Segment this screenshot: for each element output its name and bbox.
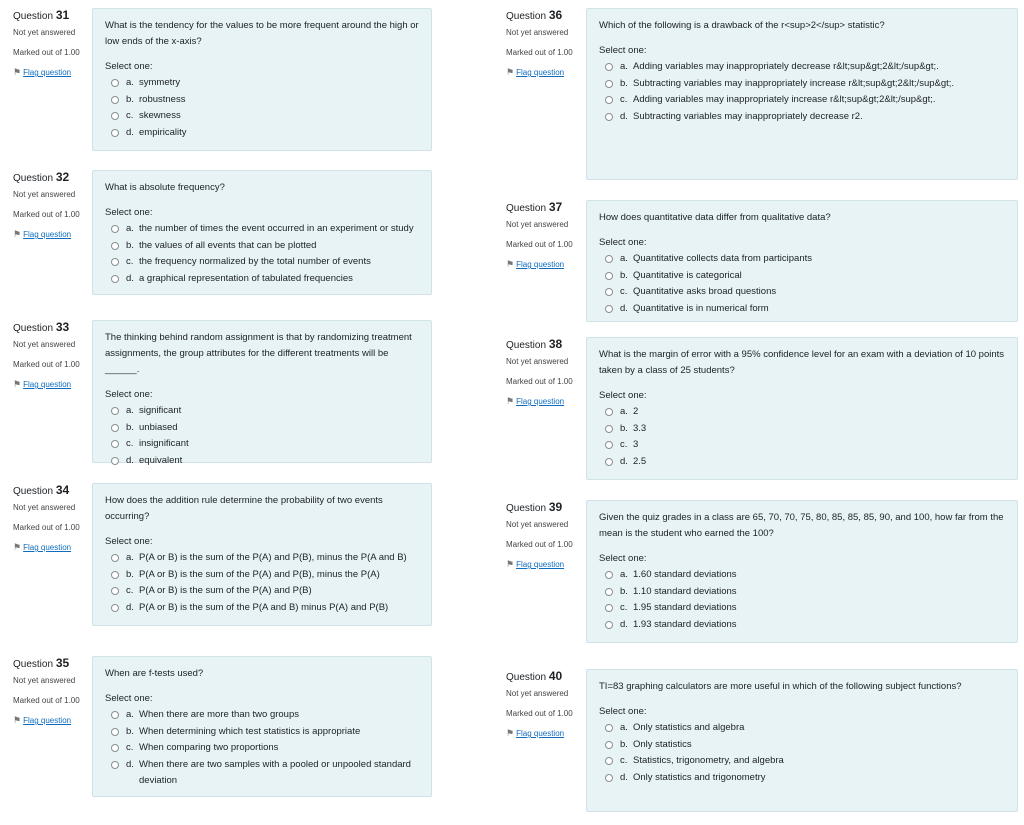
option-text: significant (139, 405, 182, 416)
flag-label: Flag question (516, 729, 565, 738)
question-state: Not yet answered (13, 676, 76, 685)
radio-button[interactable] (111, 744, 119, 752)
answer-option-a[interactable] (599, 720, 1005, 737)
question-state: Not yet answered (13, 340, 76, 349)
option-text: P(A or B) is the sum of the P(A and B) minus P(A) and P(B) (139, 601, 389, 613)
answer-option-c[interactable] (599, 284, 1005, 301)
select-one-label: Select one: (105, 61, 153, 72)
radio-button[interactable] (111, 407, 119, 415)
option-letter: b. (126, 93, 134, 105)
option-letter: a. (620, 406, 628, 417)
option-text: Quantitative collects data from participants (633, 253, 813, 264)
question-content (92, 483, 432, 626)
option-text: Only statistics and algebra (633, 722, 745, 733)
question-info (506, 8, 586, 78)
flag-label: Flag question (516, 68, 565, 77)
answer-option-a[interactable] (599, 404, 1005, 421)
radio-button[interactable] (111, 457, 119, 465)
option-letter: a. (620, 61, 628, 72)
option-text: 3 (633, 439, 639, 450)
option-letter: a. (620, 722, 628, 733)
answer-option-b[interactable] (599, 268, 1005, 285)
answer-option-b[interactable] (599, 737, 1005, 754)
option-text: Quantitative is in numerical form (633, 302, 769, 314)
option-letter: a. (126, 552, 134, 563)
option-text: 2 (633, 406, 639, 417)
option-text: When there are more than two groups (139, 709, 300, 720)
answer-option-d[interactable] (599, 301, 1005, 318)
flag-question-link[interactable] (506, 67, 586, 78)
answer-option-d[interactable] (105, 600, 419, 617)
question-number (13, 483, 93, 499)
answer-option-a[interactable] (105, 221, 419, 238)
flag-question-link[interactable] (506, 396, 586, 407)
question-prefix: Question (506, 503, 547, 514)
question-text: When are f-tests used? (105, 668, 204, 679)
answer-option-b[interactable] (599, 76, 1005, 93)
radio-button[interactable] (605, 96, 613, 104)
option-text: symmetry (139, 77, 181, 88)
answer-option-c[interactable] (599, 753, 1005, 770)
flag-icon: ⚑ (13, 715, 22, 725)
question-content (92, 656, 432, 797)
option-text: 1.60 standard deviations (633, 569, 737, 580)
question-content (586, 337, 1018, 480)
flag-icon: ⚑ (13, 67, 22, 77)
option-letter: a. (620, 253, 628, 264)
option-text: a graphical representation of tabulated frequencies (139, 272, 353, 284)
radio-button[interactable] (605, 588, 613, 596)
answer-option-d[interactable] (599, 770, 1005, 787)
radio-button[interactable] (111, 129, 119, 137)
option-text: 3.3 (633, 422, 647, 434)
option-letter: a. (126, 709, 134, 720)
answer-option-d[interactable] (599, 617, 1005, 634)
question-state: Not yet answered (13, 503, 76, 512)
question-number (13, 320, 93, 336)
question-info (506, 500, 586, 570)
question-info (506, 200, 586, 270)
option-text: Statistics, trigonometry, and algebra (633, 755, 784, 766)
option-text: When there are two samples with a pooled or unpooled standard deviation (139, 758, 411, 786)
radio-button[interactable] (605, 441, 613, 449)
select-one-label: Select one: (599, 390, 647, 401)
option-text: P(A or B) is the sum of the P(A) and P(B), minus the P(A and B) (139, 552, 407, 563)
option-text: unbiased (139, 421, 178, 433)
flag-label: Flag question (516, 397, 565, 406)
option-letter: c. (620, 286, 628, 297)
flag-question-link[interactable] (13, 542, 93, 553)
answer-option-a[interactable] (599, 251, 1005, 268)
question-number-value: 34 (55, 483, 70, 497)
question-prefix: Question (13, 173, 54, 184)
option-letter: c. (126, 110, 134, 121)
option-letter: c. (126, 742, 134, 753)
flag-label: Flag question (23, 543, 72, 552)
flag-question-link[interactable] (13, 715, 93, 726)
question-grade: Marked out of 1.00 (506, 709, 573, 718)
radio-button[interactable] (605, 571, 613, 579)
question-number (506, 200, 586, 216)
answer-option-c[interactable] (105, 108, 419, 125)
select-one-label: Select one: (105, 207, 153, 218)
select-one-label: Select one: (105, 693, 153, 704)
radio-button[interactable] (605, 305, 613, 313)
question-content (92, 320, 432, 466)
answer-option-a[interactable] (105, 550, 419, 567)
select-one-label: Select one: (105, 536, 153, 547)
answer-option-a[interactable] (105, 403, 419, 420)
radio-button[interactable] (605, 458, 613, 466)
flag-icon: ⚑ (13, 542, 22, 552)
option-letter: d. (126, 454, 134, 466)
question-number-value: 35 (55, 656, 70, 670)
option-text: 2.5 (633, 455, 647, 467)
option-letter: d. (126, 272, 134, 284)
option-letter: b. (126, 568, 134, 580)
radio-button[interactable] (111, 604, 119, 612)
option-text: empiricality (139, 126, 187, 138)
radio-button[interactable] (111, 96, 119, 104)
radio-button[interactable] (605, 255, 613, 263)
question-content (92, 170, 432, 295)
question-grade: Marked out of 1.00 (506, 240, 573, 249)
question-text: What is the margin of error with a 95% confidence level for an exam with a deviation of 10 points taken by a class of 25 students? (599, 349, 1005, 376)
question-prefix: Question (506, 340, 547, 351)
answer-option-c[interactable] (599, 600, 1005, 617)
flag-question-link[interactable] (506, 259, 586, 270)
option-letter: a. (620, 569, 628, 580)
select-one-label: Select one: (599, 45, 647, 56)
radio-button[interactable] (111, 728, 119, 736)
radio-button[interactable] (111, 112, 119, 120)
option-text: 1.93 standard deviations (633, 618, 737, 630)
answer-option-b[interactable] (105, 92, 419, 109)
option-letter: c. (620, 94, 628, 105)
option-letter: d. (620, 110, 628, 122)
option-letter: d. (620, 302, 628, 314)
answer-option-d[interactable] (105, 757, 419, 790)
question-number-value: 38 (548, 337, 563, 351)
answer-option-b[interactable] (105, 420, 419, 437)
radio-button[interactable] (111, 275, 119, 283)
radio-button[interactable] (111, 424, 119, 432)
select-one-label: Select one: (105, 389, 153, 400)
flag-question-link[interactable] (13, 67, 93, 78)
option-text: 1.95 standard deviations (633, 602, 737, 613)
option-text: P(A or B) is the sum of the P(A) and P(B), minus the P(A) (139, 568, 380, 580)
question-info (13, 320, 93, 390)
option-letter: b. (620, 77, 628, 89)
flag-question-link[interactable] (13, 229, 93, 240)
radio-button[interactable] (111, 711, 119, 719)
radio-button[interactable] (111, 571, 119, 579)
question-prefix: Question (13, 11, 54, 22)
question-text: TI=83 graphing calculators are more useful in which of the following subject functions? (599, 681, 962, 692)
option-text: Adding variables may inappropriately decrease r&lt;sup&gt;2&lt;/sup&gt;. (633, 61, 939, 72)
option-letter: d. (620, 618, 628, 630)
answer-option-a[interactable] (599, 567, 1005, 584)
question-text: Given the quiz grades in a class are 65, 70, 70, 75, 80, 85, 85, 85, 90, and 100, how far from the mean is the student who earned the 100? (599, 512, 1004, 539)
option-text: skewness (139, 110, 181, 121)
question-number-value: 39 (548, 500, 563, 514)
option-letter: b. (620, 585, 628, 597)
option-letter: b. (620, 738, 628, 750)
radio-button[interactable] (605, 724, 613, 732)
question-text: What is the tendency for the values to be more frequent around the high or low ends of the x-axis? (105, 20, 419, 47)
option-letter: d. (620, 455, 628, 467)
question-content (586, 8, 1018, 180)
option-text: When comparing two proportions (139, 742, 279, 753)
radio-button[interactable] (605, 113, 613, 121)
flag-label: Flag question (23, 716, 72, 725)
option-letter: a. (126, 77, 134, 88)
answer-option-a[interactable] (105, 75, 419, 92)
answer-option-b[interactable] (105, 724, 419, 741)
flag-label: Flag question (23, 68, 72, 77)
answer-option-a[interactable] (599, 59, 1005, 76)
radio-button[interactable] (605, 757, 613, 765)
question-text: The thinking behind random assignment is that by randomizing treatment assignments, the group attributes for the different treatments will be ______. (105, 332, 412, 375)
flag-icon: ⚑ (506, 559, 515, 569)
radio-button[interactable] (605, 425, 613, 433)
option-text: Adding variables may inappropriately increase r&lt;sup&gt;2&lt;/sup&gt;. (633, 94, 936, 105)
option-letter: b. (126, 725, 134, 737)
answer-option-c[interactable] (105, 583, 419, 600)
radio-button[interactable] (605, 604, 613, 612)
answer-option-d[interactable] (599, 454, 1005, 471)
radio-button[interactable] (605, 621, 613, 629)
flag-icon: ⚑ (13, 379, 22, 389)
option-letter: c. (126, 585, 134, 596)
question-content (92, 8, 432, 151)
select-one-label: Select one: (599, 237, 647, 248)
radio-button[interactable] (605, 272, 613, 280)
question-prefix: Question (13, 486, 54, 497)
question-number (13, 8, 93, 24)
question-state: Not yet answered (13, 190, 76, 199)
answer-option-c[interactable] (105, 436, 419, 453)
question-info (506, 337, 586, 407)
option-text: When determining which test statistics is appropriate (139, 725, 361, 737)
question-text: Which of the following is a drawback of the r<sup>2</sup> statistic? (599, 20, 885, 31)
answer-option-b[interactable] (599, 584, 1005, 601)
option-text: the values of all events that can be plotted (139, 239, 317, 251)
question-state: Not yet answered (506, 220, 569, 229)
answer-option-a[interactable] (105, 707, 419, 724)
question-prefix: Question (13, 323, 54, 334)
flag-icon: ⚑ (13, 229, 22, 239)
flag-label: Flag question (23, 230, 72, 239)
question-grade: Marked out of 1.00 (506, 48, 573, 57)
radio-button[interactable] (111, 225, 119, 233)
question-info (13, 170, 93, 240)
question-number-value: 40 (548, 669, 563, 683)
option-letter: c. (620, 602, 628, 613)
flag-icon: ⚑ (506, 728, 515, 738)
option-letter: c. (126, 438, 134, 449)
radio-button[interactable] (605, 63, 613, 71)
answer-option-d[interactable] (105, 125, 419, 142)
question-info (506, 669, 586, 739)
radio-button[interactable] (605, 288, 613, 296)
flag-label: Flag question (516, 260, 565, 269)
option-letter: d. (620, 771, 628, 783)
answer-option-d[interactable] (105, 453, 419, 470)
question-grade: Marked out of 1.00 (13, 210, 80, 219)
question-number (13, 656, 93, 672)
question-number-value: 37 (548, 200, 563, 214)
question-number (506, 500, 586, 516)
option-letter: c. (620, 439, 628, 450)
flag-question-link[interactable] (13, 379, 93, 390)
option-text: equivalent (139, 454, 183, 466)
option-text: insignificant (139, 438, 189, 449)
option-letter: a. (126, 223, 134, 234)
select-one-label: Select one: (599, 553, 647, 564)
radio-button[interactable] (605, 774, 613, 782)
flag-icon: ⚑ (506, 259, 515, 269)
question-state: Not yet answered (506, 689, 569, 698)
option-text: Quantitative asks broad questions (633, 286, 777, 297)
radio-button[interactable] (111, 554, 119, 562)
option-letter: b. (126, 239, 134, 251)
question-number-value: 36 (548, 8, 563, 22)
option-text: the frequency normalized by the total number of events (139, 256, 371, 267)
option-text: Quantitative is categorical (633, 269, 742, 281)
flag-question-link[interactable] (506, 559, 586, 570)
answer-option-b[interactable] (105, 238, 419, 255)
question-state: Not yet answered (13, 28, 76, 37)
radio-button[interactable] (111, 587, 119, 595)
option-text: P(A or B) is the sum of the P(A) and P(B) (139, 585, 312, 596)
answer-option-c[interactable] (105, 254, 419, 271)
question-number-value: 31 (55, 8, 70, 22)
option-letter: b. (620, 422, 628, 434)
question-grade: Marked out of 1.00 (13, 696, 80, 705)
flag-label: Flag question (23, 380, 72, 389)
option-text: robustness (139, 93, 186, 105)
radio-button[interactable] (111, 242, 119, 250)
question-grade: Marked out of 1.00 (13, 48, 80, 57)
question-text: How does the addition rule determine the probability of two events occurring? (105, 495, 383, 522)
option-text: Subtracting variables may inappropriately increase r&lt;sup&gt;2&lt;/sup&gt;. (633, 77, 955, 89)
answer-option-c[interactable] (599, 92, 1005, 109)
question-state: Not yet answered (506, 28, 569, 37)
question-content (586, 669, 1018, 812)
option-letter: c. (620, 755, 628, 766)
flag-question-link[interactable] (506, 728, 586, 739)
option-letter: d. (126, 126, 134, 138)
question-prefix: Question (506, 11, 547, 22)
question-grade: Marked out of 1.00 (13, 360, 80, 369)
question-state: Not yet answered (506, 357, 569, 366)
option-text: Only statistics (633, 738, 692, 750)
radio-button[interactable] (111, 440, 119, 448)
question-grade: Marked out of 1.00 (506, 540, 573, 549)
question-number (13, 170, 93, 186)
option-letter: d. (126, 601, 134, 613)
option-text: Subtracting variables may inappropriately decrease r2. (633, 110, 863, 122)
question-number (506, 337, 586, 353)
radio-button[interactable] (605, 408, 613, 416)
question-text: What is absolute frequency? (105, 182, 225, 193)
answer-option-d[interactable] (105, 271, 419, 288)
answer-option-c[interactable] (599, 437, 1005, 454)
question-text: How does quantitative data differ from qualitative data? (599, 212, 831, 223)
question-number (506, 8, 586, 24)
option-text: the number of times the event occurred in an experiment or study (139, 223, 414, 234)
radio-button[interactable] (605, 80, 613, 88)
select-one-label: Select one: (599, 706, 647, 717)
option-text: 1.10 standard deviations (633, 585, 737, 597)
radio-button[interactable] (111, 761, 119, 769)
question-number-value: 32 (55, 170, 70, 184)
flag-icon: ⚑ (506, 396, 515, 406)
option-letter: b. (620, 269, 628, 281)
question-prefix: Question (13, 659, 54, 670)
radio-button[interactable] (111, 79, 119, 87)
option-letter: a. (126, 405, 134, 416)
question-prefix: Question (506, 672, 547, 683)
question-info (13, 483, 93, 553)
answer-option-b[interactable] (599, 421, 1005, 438)
radio-button[interactable] (605, 741, 613, 749)
question-state: Not yet answered (506, 520, 569, 529)
option-text: Only statistics and trigonometry (633, 771, 766, 783)
question-info (13, 656, 93, 726)
flag-icon: ⚑ (506, 67, 515, 77)
answer-option-d[interactable] (599, 109, 1005, 126)
option-letter: b. (126, 421, 134, 433)
option-letter: c. (126, 256, 134, 267)
answer-option-c[interactable] (105, 740, 419, 757)
question-content (586, 200, 1018, 322)
answer-option-b[interactable] (105, 567, 419, 584)
question-number (506, 669, 586, 685)
question-prefix: Question (506, 203, 547, 214)
radio-button[interactable] (111, 258, 119, 266)
question-grade: Marked out of 1.00 (13, 523, 80, 532)
question-grade: Marked out of 1.00 (506, 377, 573, 386)
option-letter: d. (126, 758, 134, 770)
question-number-value: 33 (55, 320, 70, 334)
flag-label: Flag question (516, 560, 565, 569)
question-info (13, 8, 93, 78)
question-content (586, 500, 1018, 643)
